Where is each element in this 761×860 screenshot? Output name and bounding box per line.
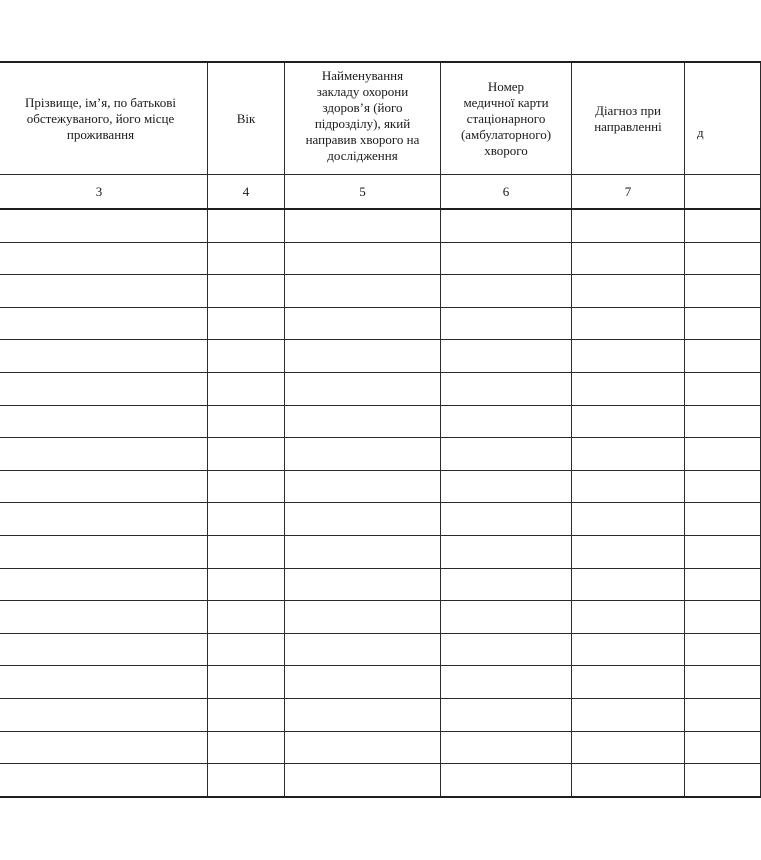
table-cell[interactable]: [685, 470, 761, 503]
table-cell[interactable]: [685, 405, 761, 438]
table-cell[interactable]: [208, 568, 285, 601]
table-cell[interactable]: [685, 601, 761, 634]
table-cell[interactable]: [285, 666, 441, 699]
table-cell[interactable]: [572, 731, 685, 764]
table-cell[interactable]: [572, 275, 685, 308]
table-cell[interactable]: [285, 340, 441, 373]
table-row: [0, 698, 761, 731]
table-cell[interactable]: [285, 307, 441, 340]
register-body: [0, 209, 761, 797]
table-cell[interactable]: [441, 470, 572, 503]
table-cell[interactable]: [685, 438, 761, 471]
table-cell[interactable]: [441, 372, 572, 405]
column-number-3: 3: [0, 175, 208, 210]
table-cell[interactable]: [685, 372, 761, 405]
table-cell[interactable]: [285, 633, 441, 666]
table-cell[interactable]: [685, 633, 761, 666]
table-row: [0, 535, 761, 568]
table-cell[interactable]: [208, 535, 285, 568]
table-cell[interactable]: [208, 731, 285, 764]
table-row: [0, 633, 761, 666]
table-cell[interactable]: [441, 731, 572, 764]
table-row: [0, 731, 761, 764]
table-cell[interactable]: [572, 438, 685, 471]
table-cell[interactable]: [0, 209, 208, 242]
table-cell[interactable]: [0, 405, 208, 438]
table-cell[interactable]: [285, 503, 441, 536]
table-cell[interactable]: [572, 503, 685, 536]
table-cell[interactable]: [572, 470, 685, 503]
table-cell[interactable]: [685, 307, 761, 340]
header-medical-card-number: Номер медичної карти стаціонарного (амбулаторного) хворого: [441, 62, 572, 175]
table-cell[interactable]: [0, 601, 208, 634]
table-cell[interactable]: [0, 666, 208, 699]
column-number-8: [685, 175, 761, 210]
table-cell[interactable]: [572, 666, 685, 699]
table-cell[interactable]: [208, 666, 285, 699]
header-row: [0, 62, 761, 175]
table-row: [0, 764, 761, 797]
table-cell[interactable]: [685, 503, 761, 536]
table-cell[interactable]: [572, 698, 685, 731]
table-cell[interactable]: [685, 698, 761, 731]
header-age: Вік: [208, 62, 285, 175]
table-cell[interactable]: [208, 698, 285, 731]
table-row: [0, 307, 761, 340]
header-cropped-column: д: [685, 62, 761, 175]
table-cell[interactable]: [572, 307, 685, 340]
table-row: [0, 405, 761, 438]
column-number-4: 4: [208, 175, 285, 210]
table-cell[interactable]: [572, 372, 685, 405]
table-row: [0, 242, 761, 275]
table-row: [0, 372, 761, 405]
table-cell[interactable]: [285, 601, 441, 634]
table-cell[interactable]: [572, 764, 685, 797]
table-cell[interactable]: [572, 242, 685, 275]
table-cell[interactable]: [441, 275, 572, 308]
column-number-5: 5: [285, 175, 441, 210]
table-cell[interactable]: [441, 242, 572, 275]
header-referral-diagnosis: Діагноз при направленні: [572, 62, 685, 175]
table-cell[interactable]: [572, 340, 685, 373]
register-table-viewport: [0, 61, 704, 801]
table-cell[interactable]: [0, 372, 208, 405]
table-cell[interactable]: [572, 601, 685, 634]
table-cell[interactable]: [685, 764, 761, 797]
table-cell[interactable]: [572, 633, 685, 666]
table-cell[interactable]: [285, 372, 441, 405]
table-cell[interactable]: [685, 242, 761, 275]
table-cell[interactable]: [0, 503, 208, 536]
table-cell[interactable]: [208, 503, 285, 536]
table-cell[interactable]: [572, 209, 685, 242]
table-row: [0, 568, 761, 601]
table-cell[interactable]: [0, 242, 208, 275]
table-cell[interactable]: [208, 242, 285, 275]
table-cell[interactable]: [285, 568, 441, 601]
table-cell[interactable]: [441, 633, 572, 666]
column-number-6: 6: [441, 175, 572, 210]
table-cell[interactable]: [572, 405, 685, 438]
table-cell[interactable]: [441, 438, 572, 471]
table-cell[interactable]: [0, 275, 208, 308]
table-cell[interactable]: [285, 209, 441, 242]
table-cell[interactable]: [208, 307, 285, 340]
table-row: [0, 340, 761, 373]
table-row: [0, 209, 761, 242]
table-cell[interactable]: [208, 470, 285, 503]
table-cell[interactable]: [685, 209, 761, 242]
table-cell[interactable]: [208, 275, 285, 308]
table-cell[interactable]: [685, 340, 761, 373]
table-cell[interactable]: [572, 535, 685, 568]
table-row: [0, 601, 761, 634]
table-cell[interactable]: [0, 307, 208, 340]
table-cell[interactable]: [572, 568, 685, 601]
table-cell[interactable]: [441, 503, 572, 536]
table-cell[interactable]: [441, 340, 572, 373]
table-cell[interactable]: [208, 438, 285, 471]
table-cell[interactable]: [441, 405, 572, 438]
table-cell[interactable]: [441, 601, 572, 634]
table-cell[interactable]: [685, 568, 761, 601]
table-cell[interactable]: [685, 275, 761, 308]
table-cell[interactable]: [441, 666, 572, 699]
table-cell[interactable]: [0, 633, 208, 666]
table-cell[interactable]: [685, 666, 761, 699]
table-cell[interactable]: [208, 601, 285, 634]
table-cell[interactable]: [0, 535, 208, 568]
table-cell[interactable]: [0, 731, 208, 764]
table-cell[interactable]: [208, 633, 285, 666]
table-row: [0, 503, 761, 536]
table-cell[interactable]: [208, 372, 285, 405]
table-cell[interactable]: [441, 307, 572, 340]
table-cell[interactable]: [685, 731, 761, 764]
table-cell[interactable]: [441, 535, 572, 568]
table-cell[interactable]: [0, 698, 208, 731]
table-cell[interactable]: [441, 568, 572, 601]
table-cell[interactable]: [285, 698, 441, 731]
table-cell[interactable]: [285, 242, 441, 275]
table-cell[interactable]: [208, 340, 285, 373]
table-cell[interactable]: [285, 470, 441, 503]
table-row: [0, 470, 761, 503]
table-cell[interactable]: [0, 340, 208, 373]
table-cell[interactable]: [285, 275, 441, 308]
column-number-row: [0, 175, 761, 210]
table-cell[interactable]: [441, 698, 572, 731]
register-table: [0, 61, 761, 798]
table-cell[interactable]: [208, 209, 285, 242]
table-cell[interactable]: [285, 535, 441, 568]
table-cell[interactable]: [208, 764, 285, 797]
table-cell[interactable]: [0, 438, 208, 471]
table-cell[interactable]: [0, 568, 208, 601]
header-full-name: Прізвище, ім’я, по батькові обстежуваного, його місце проживання: [0, 62, 208, 175]
table-cell[interactable]: [0, 764, 208, 797]
table-row: [0, 666, 761, 699]
table-cell[interactable]: [685, 535, 761, 568]
header-referring-institution: Найменування закладу охорони здоров’я (його підрозділу), який направив хворого на дослідження: [285, 62, 441, 175]
table-cell[interactable]: [285, 405, 441, 438]
table-row: [0, 438, 761, 471]
table-cell[interactable]: [0, 470, 208, 503]
table-cell[interactable]: [208, 405, 285, 438]
table-cell[interactable]: [285, 731, 441, 764]
table-row: [0, 275, 761, 308]
column-number-7: 7: [572, 175, 685, 210]
table-cell[interactable]: [441, 764, 572, 797]
table-cell[interactable]: [285, 764, 441, 797]
table-cell[interactable]: [285, 438, 441, 471]
table-cell[interactable]: [441, 209, 572, 242]
